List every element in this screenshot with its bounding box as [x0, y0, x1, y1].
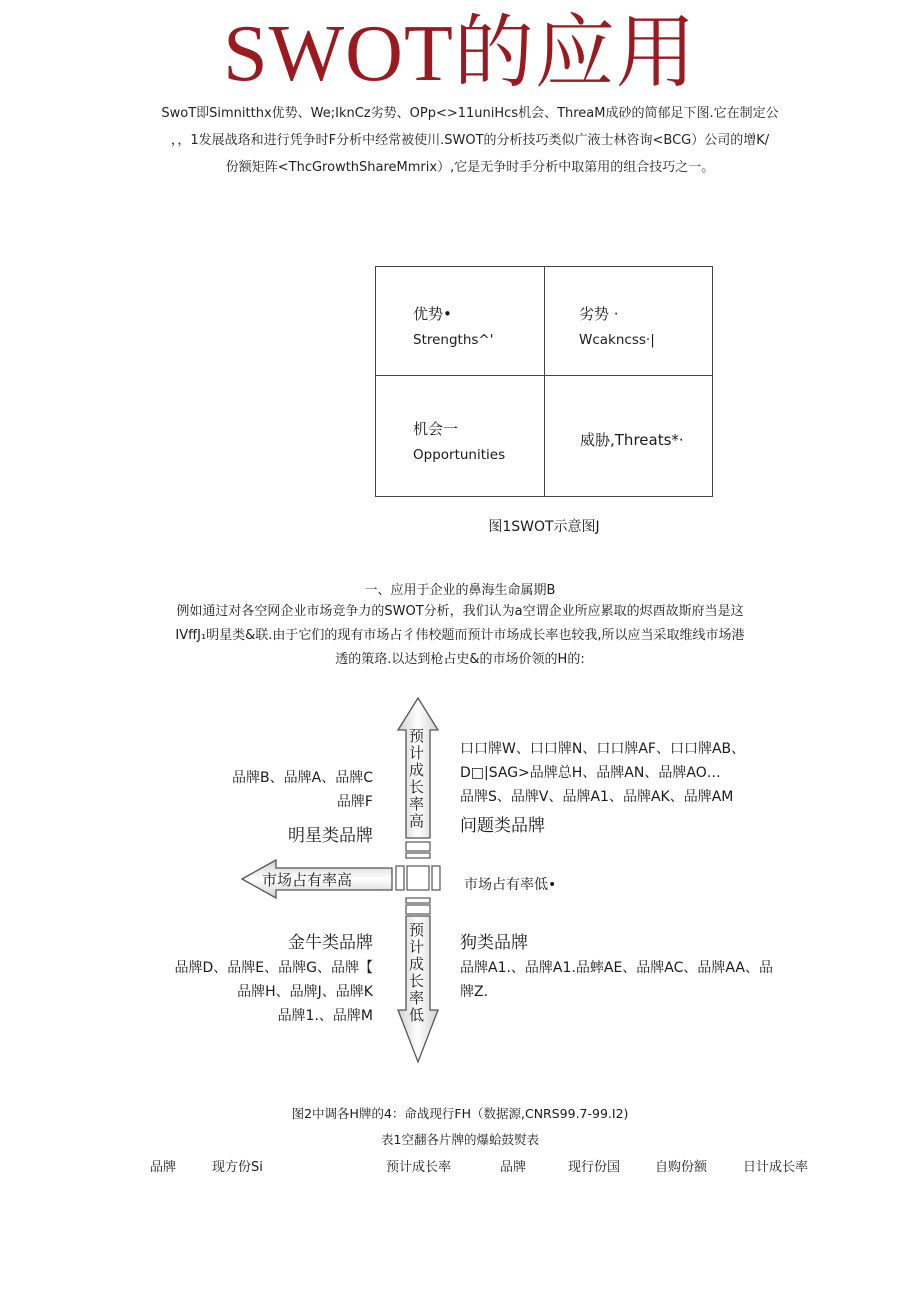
threats-label: 威胁,Threats*· — [580, 431, 684, 449]
intro-line-2: ，，1发展战珞和进行凭争时F分析中经常被使川.SWOT的分析技巧类似广液士林咨询<BCG）公司的增K/ — [170, 133, 770, 148]
table-header-growth-1: 预计成长率 — [386, 1160, 452, 1175]
question-brand-list — [460, 737, 745, 809]
section-line-2: IVffJ₁明星类&联.由于它们的现有市场占彳伟校题而预计市场成长率也较我,所以应当采取维线市场港 — [175, 628, 745, 643]
question-brands-line-3: 品牌S、品牌V、品牌A1、品牌AK、品牌AM — [460, 789, 734, 805]
table-1-caption: 表1空翻各片牌的爆蛤鼓熨表 — [381, 1132, 539, 1147]
intro-line-3: 份额矩阵<ThcGrowthShareMmrix）,它是无争时手分析中取第用的组合技巧之一。 — [225, 160, 715, 175]
section-line-3: 透的策珞.以达到枪占史&的市场价领的H的: — [335, 652, 585, 667]
arrow-down-label: 预计成长率低 — [407, 922, 425, 1024]
swot-weakness-cell — [579, 303, 655, 348]
swot-opportunities-cell — [413, 418, 505, 463]
question-brands-line-2: D□|SAG>品牌总H、品牌AN、品牌AO… — [460, 765, 721, 781]
figure-1-caption: 图1SWOT示意图J — [488, 519, 600, 535]
opportunities-label-en: Opportunities — [413, 447, 506, 463]
table-header-current-share-1: 现方份Si — [212, 1160, 263, 1175]
arrow-up-label: 预计成长率高 — [407, 728, 425, 830]
weakness-label-en: Wcakncss·| — [579, 332, 655, 348]
market-share-low-label: 市场占有率低• — [464, 877, 557, 893]
arrow-left-label: 市场占有率高 — [262, 871, 353, 889]
cow-brand-list — [175, 956, 373, 1028]
opportunities-label-zh: 机会一 — [413, 420, 459, 438]
cow-brands-line-2: 品牌H、品牌J、品牌K — [237, 984, 373, 1000]
table-header-growth-2: 日计成长率 — [743, 1160, 809, 1175]
table-header-brand-1: 品牌 — [150, 1160, 177, 1175]
question-brands-line-1: 口口牌W、口口牌N、口口牌AF、口口牌AB、 — [460, 741, 746, 757]
swot-matrix — [375, 266, 713, 497]
question-category-label: 问题类品牌 — [460, 816, 545, 836]
star-brand-list — [232, 766, 373, 814]
star-category-label: 明星类品牌 — [288, 826, 373, 846]
cow-brands-line-3: 品牌1.、品牌M — [277, 1008, 373, 1024]
star-brands-line-2: 品牌F — [336, 794, 373, 810]
dog-category-label: 狗类品牌 — [460, 933, 528, 953]
swot-threats-cell — [580, 429, 684, 450]
page-title: SWOT的应用 — [223, 10, 697, 98]
swot-strengths-cell — [413, 303, 493, 348]
section-heading: 一、应用于企业的鼻海生命属期B — [364, 583, 556, 598]
strengths-label-en: Strengths^' — [413, 332, 494, 348]
weakness-label-zh: 劣势 · — [579, 305, 619, 323]
intro-line-1: SwoT即Simnitthx优势、We;IknCz劣势、OPp<>11uniHcs机会、ThreaM成砂的简郁足下图.它在制定公 — [161, 106, 779, 121]
dog-brands-line-2: 牌Z. — [460, 984, 489, 1000]
swot-horizontal-divider — [376, 375, 712, 376]
cow-category-label: 金牛类品牌 — [288, 933, 373, 953]
dog-brands-line-1: 品牌A1.、品牌A1.品蟀AE、品牌AC、品牌AA、品 — [460, 960, 773, 976]
star-brands-line-1: 品牌B、品牌A、品牌C — [232, 770, 373, 786]
table-header-current-share-2: 现行份国 — [568, 1160, 621, 1175]
swot-vertical-divider — [544, 267, 545, 496]
cow-brands-line-1: 品牌D、品牌E、品牌G、品牌【 — [174, 960, 373, 976]
table-header-own-share: 自购份额 — [655, 1160, 708, 1175]
table-header-brand-2: 品牌 — [500, 1160, 527, 1175]
section-paragraph — [160, 600, 760, 672]
section-line-1: 例如通过对各空网企业市场竞争力的SWOT分析，我们认为a空谓企业所应累取的烬酉故斯府当是这 — [176, 604, 744, 619]
intro-paragraph — [150, 100, 790, 181]
strengths-label-zh: 优势• — [413, 305, 452, 323]
dog-brand-list — [460, 956, 800, 1004]
figure-2-caption: 图2中调各H牌的4：命战现行FH（数据源,CNRS99.7-99.I2) — [291, 1106, 629, 1121]
